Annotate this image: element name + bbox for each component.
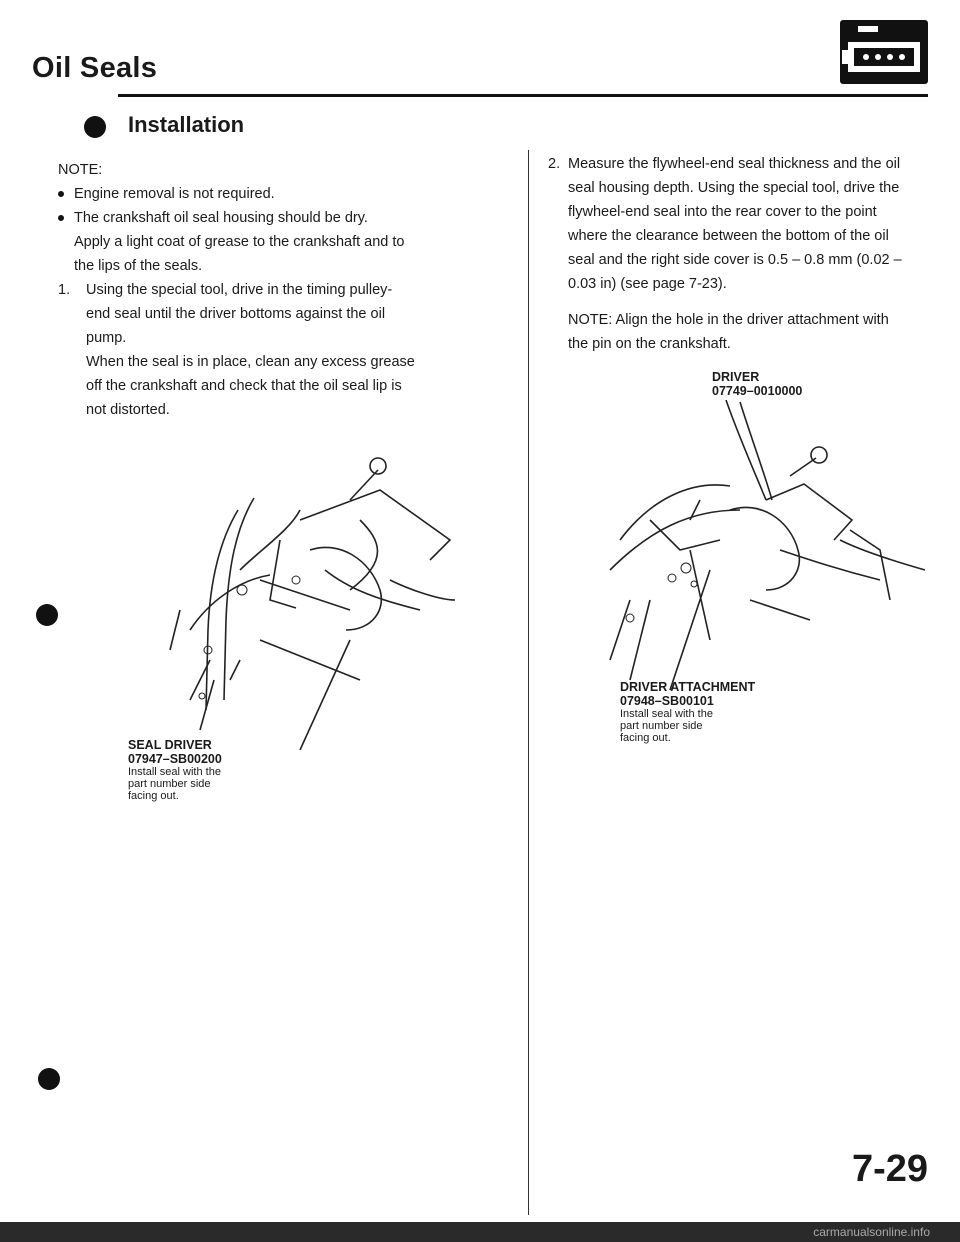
note-continuation-1: Apply a light coat of grease to the crankshaft and to bbox=[74, 234, 405, 250]
engine-section-icon bbox=[840, 20, 928, 84]
driver-part-number: 07749–0010000 bbox=[712, 384, 803, 398]
driver-attachment-label: DRIVER ATTACHMENT bbox=[620, 680, 756, 694]
note-bullet-2: The crankshaft oil seal housing should be dry. bbox=[58, 206, 508, 230]
driver-attachment-caption-1: Install seal with the bbox=[620, 708, 713, 720]
note-block bbox=[58, 158, 508, 278]
step-1-line: off the crankshaft and check that the oil seal lip is bbox=[86, 378, 402, 394]
column-divider bbox=[528, 150, 529, 1215]
seal-driver-caption-1: Install seal with the bbox=[128, 766, 221, 778]
page-number: 7-29 bbox=[851, 1148, 928, 1190]
driver-attachment-illustration bbox=[590, 400, 930, 690]
margin-bullet bbox=[36, 604, 58, 626]
driver-attachment-part-number: 07948–SB00101 bbox=[620, 694, 714, 708]
note-label: NOTE: bbox=[58, 162, 103, 178]
step-2 bbox=[548, 152, 948, 356]
step-1-line: not distorted. bbox=[86, 402, 170, 418]
seal-driver-illustration bbox=[150, 450, 470, 750]
step-1-line: pump. bbox=[86, 330, 127, 346]
step-1-line: When the seal is in place, clean any excess grease bbox=[86, 354, 415, 370]
section-bullet bbox=[84, 116, 106, 138]
footer-watermark: carmanualsonline.info bbox=[813, 1225, 930, 1239]
step-1-line: end seal until the driver bottoms against the oil bbox=[86, 306, 386, 322]
step-2-number: 2. bbox=[548, 156, 561, 172]
step-2-line: seal and the right side cover is 0.5 – 0.8 mm (0.02 – bbox=[568, 252, 902, 268]
driver-label: DRIVER bbox=[712, 370, 760, 384]
step-1-number: 1. bbox=[58, 282, 71, 298]
step-2-note-line: NOTE: Align the hole in the driver attachment with bbox=[568, 312, 889, 328]
seal-driver-label: SEAL DRIVER bbox=[128, 738, 212, 752]
margin-bullet bbox=[38, 1068, 60, 1090]
step-2-note-line: the pin on the crankshaft. bbox=[568, 336, 731, 352]
note-continuation-2: the lips of the seals. bbox=[74, 258, 203, 274]
driver-attachment-callout bbox=[620, 680, 840, 744]
seal-driver-caption-2: part number side bbox=[128, 778, 211, 790]
seal-driver-caption-3: facing out. bbox=[128, 790, 179, 802]
note-bullet-1: Engine removal is not required. bbox=[58, 182, 508, 206]
step-1 bbox=[58, 278, 510, 422]
step-2-line: flywheel-end seal into the rear cover to the point bbox=[568, 204, 877, 220]
page-title: Oil Seals bbox=[32, 52, 158, 84]
driver-callout bbox=[712, 370, 802, 398]
step-2-line: Measure the flywheel-end seal thickness and the oil bbox=[568, 156, 901, 172]
section-title: Installation bbox=[128, 112, 245, 137]
driver-attachment-caption-3: facing out. bbox=[620, 732, 671, 744]
header-rule bbox=[118, 94, 928, 97]
step-2-line: seal housing depth. Using the special tool, drive the bbox=[568, 180, 900, 196]
step-1-line: Using the special tool, drive in the timing pulley- bbox=[86, 282, 393, 298]
driver-attachment-caption-2: part number side bbox=[620, 720, 703, 732]
seal-driver-callout bbox=[128, 738, 328, 802]
step-2-line: 0.03 in) (see page 7-23). bbox=[568, 276, 727, 292]
seal-driver-part-number: 07947–SB00200 bbox=[128, 752, 222, 766]
step-2-line: where the clearance between the bottom of the oil bbox=[568, 228, 889, 244]
